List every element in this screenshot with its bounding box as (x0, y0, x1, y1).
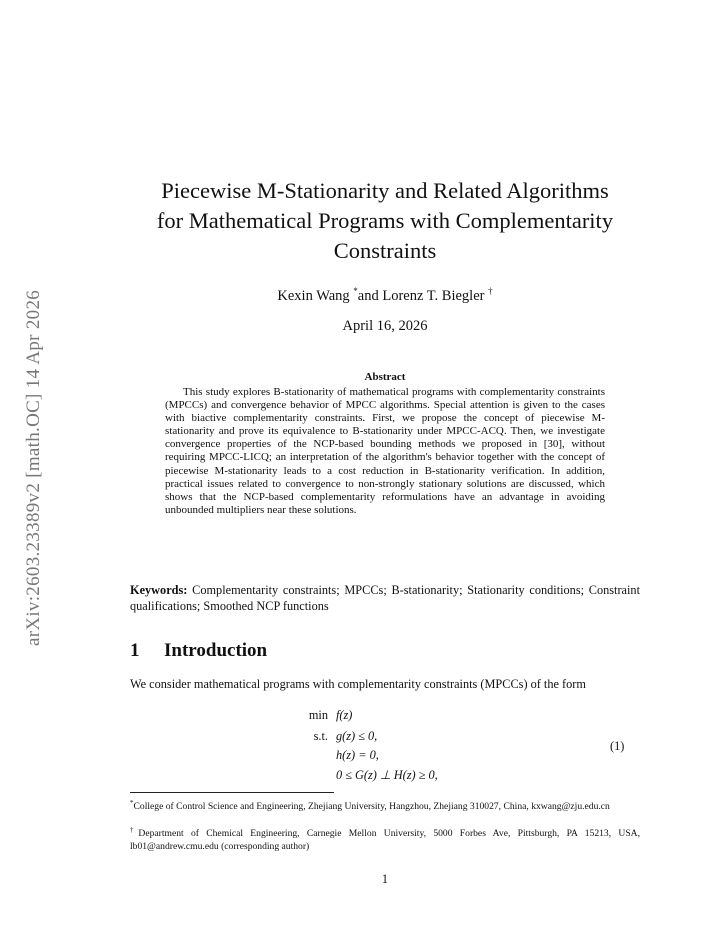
equation-expression: g(z) ≤ 0, (336, 729, 378, 743)
title-line: Constraints (333, 238, 437, 263)
footnote (130, 824, 640, 853)
title-line: Piecewise M-Stationarity and Related Algorithms (161, 178, 609, 203)
footnote-mark: † (130, 826, 139, 834)
footnote (130, 797, 640, 813)
page-number: 1 (381, 872, 389, 886)
section-number: 1 (130, 640, 140, 661)
footnote-divider (130, 792, 334, 793)
abstract-body: This study explores B-stationarity of mathematical programs with complementarity constraints (MPCCs) and convergence behavior of MPCC algorithms. Special attention is given to the cases with biactive complementarity constraints. First, we propose the concept of piecewise M-stationarity and prove its equivalence to B-stationarity under MPCC-ACQ. Then, we investigate convergence properties of the NCP-based bounding methods we proposed in [30], without requiring MPCC-LICQ; an interpretation of the algorithm's behavior together with the concept of piecewise M-stationarity leads to a cost reduction in B-stationarity verification. In addition, practical issues related to convergence to non-strongly stationary solutions are discussed, which shows that the NCP-based complementarity reformulations have an advantage in avoiding unbounded multipliers near these solutions. (165, 386, 605, 516)
equation-number: (1) (610, 739, 625, 753)
section-heading (130, 640, 267, 662)
equation-label: s.t. (313, 729, 328, 743)
author-name: Kexin Wang (277, 287, 354, 304)
keywords (130, 583, 640, 614)
equation-label: min (308, 708, 328, 722)
abstract-heading: Abstract (364, 371, 406, 383)
section-title: Introduction (164, 640, 268, 661)
footnote-mark: * (353, 286, 358, 296)
author-line (130, 286, 640, 305)
intro-paragraph: We consider mathematical programs with complementarity constraints (MPCCs) of the form (130, 677, 586, 691)
equation-expression: 0 ≤ G(z) ⊥ H(z) ≥ 0, (336, 768, 438, 782)
paper-date: April 16, 2026 (342, 318, 428, 334)
paper-title (130, 176, 640, 266)
footnote-mark: † (488, 286, 493, 296)
keywords-label: Keywords: (130, 583, 188, 597)
equation-expression: h(z) = 0, (336, 748, 379, 762)
equation-expression: f(z) (336, 708, 353, 722)
title-line: for Mathematical Programs with Complementarity (156, 208, 614, 233)
footnote-mark: * (130, 799, 134, 807)
author-name: and Lorenz T. Biegler (357, 287, 489, 304)
footnote-text: Department of Chemical Engineering, Carnegie Mellon University, 5000 Forbes Ave, Pittsburgh, PA 15213, USA, lb01@andrew.cmu.edu (corresponding author) (130, 828, 640, 853)
keywords-text: Complementarity constraints; MPCCs; B-stationarity; Stationarity conditions; Constraint qualifications; Smoothed NCP functions (130, 583, 640, 613)
arxiv-identifier-stamp: arXiv:2603.23389v2 [math.OC] 14 Apr 2026 (23, 289, 44, 647)
footnote-text: College of Control Science and Engineering, Zhejiang University, Hangzhou, Zhejiang 310027, China, kxwang@zju.edu.cn (133, 801, 610, 813)
